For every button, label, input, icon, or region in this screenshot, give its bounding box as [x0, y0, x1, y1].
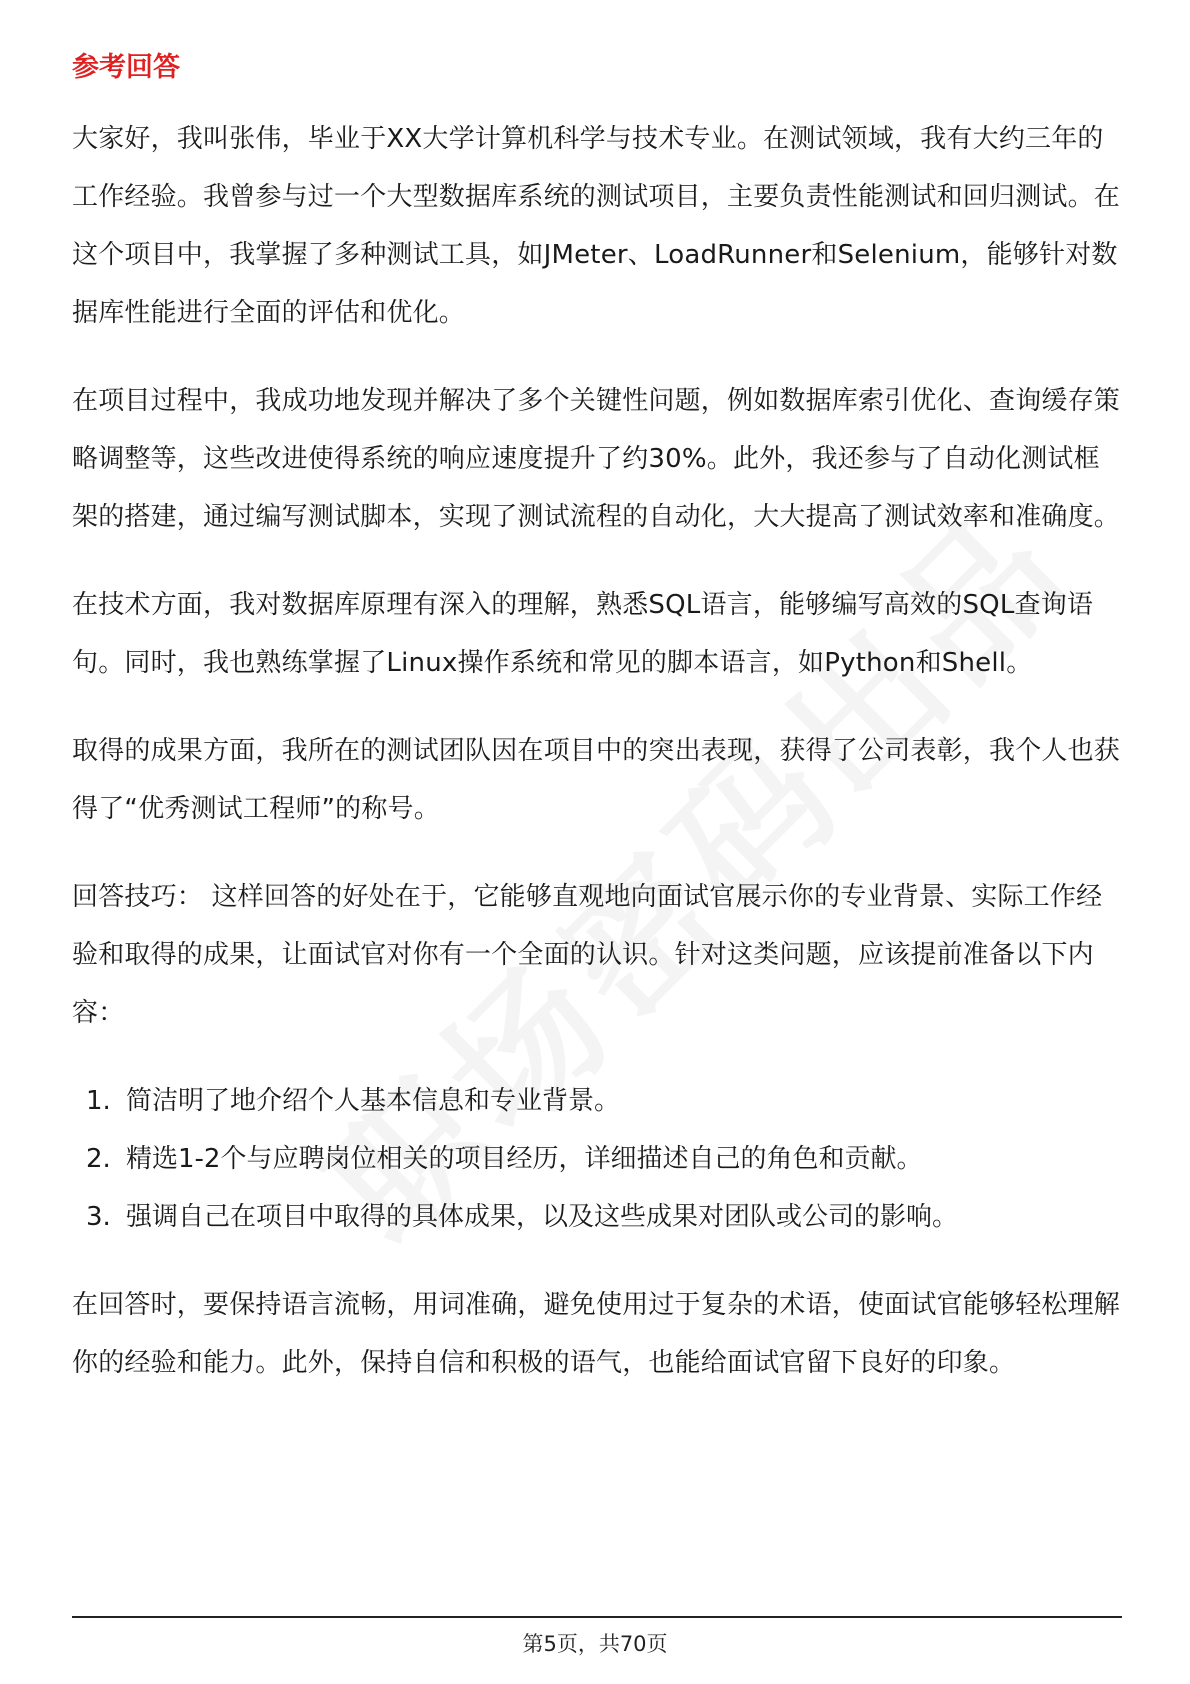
paragraph-project: 在项目过程中，我成功地发现并解决了多个关键性问题，例如数据库索引优化、查询缓存策略调整等，这些改进使得系统的响应速度提升了约30%。此外，我还参与了自动化测试框架的搭建，通过编写测试脚本，实现了测试流程的自动化，大大提高了测试效率和准确度。 [72, 386, 1121, 532]
footer-divider [72, 1616, 1122, 1618]
paragraph-intro: 大家好，我叫张伟，毕业于XX大学计算机科学与技术专业。在测试领域，我有大约三年的工作经验。我曾参与过一个大型数据库系统的测试项目，主要负责性能测试和回归测试。在这个项目中，我掌握了多种测试工具，如JMeter、LoadRunner和Selenium，能够针对数据库性能进行全面的评估和优化。 [72, 124, 1121, 328]
list-item-text: 简洁明了地介绍个人基本信息和专业背景。 [126, 1086, 621, 1116]
document-body [72, 48, 1122, 1422]
list-item-text: 精选1-2个与应聘岗位相关的项目经历，详细描述自己的角色和贡献。 [126, 1144, 923, 1174]
section-title: 参考回答 [72, 52, 180, 83]
list-item [72, 1072, 1122, 1130]
list-item [72, 1130, 1122, 1188]
list-item-number: 1. [86, 1086, 111, 1116]
paragraph-tips: 回答技巧： 这样回答的好处在于，它能够直观地向面试官展示你的专业背景、实际工作经验和取得的成果，让面试官对你有一个全面的认识。针对这类问题，应该提前准备以下内容： [72, 882, 1103, 1028]
page-number: 第5页，共70页 [522, 1632, 668, 1656]
list-item-number: 3. [86, 1202, 111, 1232]
list-item [72, 1188, 1122, 1246]
list-item-text: 强调自己在项目中取得的具体成果，以及这些成果对团队或公司的影响。 [126, 1202, 959, 1232]
paragraph-closing: 在回答时，要保持语言流畅，用词准确，避免使用过于复杂的术语，使面试官能够轻松理解你的经验和能力。此外，保持自信和积极的语气，也能给面试官留下良好的印象。 [72, 1290, 1121, 1378]
tips-list [72, 1072, 1122, 1246]
list-item-number: 2. [86, 1144, 111, 1174]
paragraph-technical: 在技术方面，我对数据库原理有深入的理解，熟悉SQL语言，能够编写高效的SQL查询语句。同时，我也熟练掌握了Linux操作系统和常见的脚本语言，如Python和Shell。 [72, 590, 1094, 678]
paragraph-achievements: 取得的成果方面，我所在的测试团队因在项目中的突出表现，获得了公司表彰，我个人也获得了“优秀测试工程师”的称号。 [72, 736, 1121, 824]
